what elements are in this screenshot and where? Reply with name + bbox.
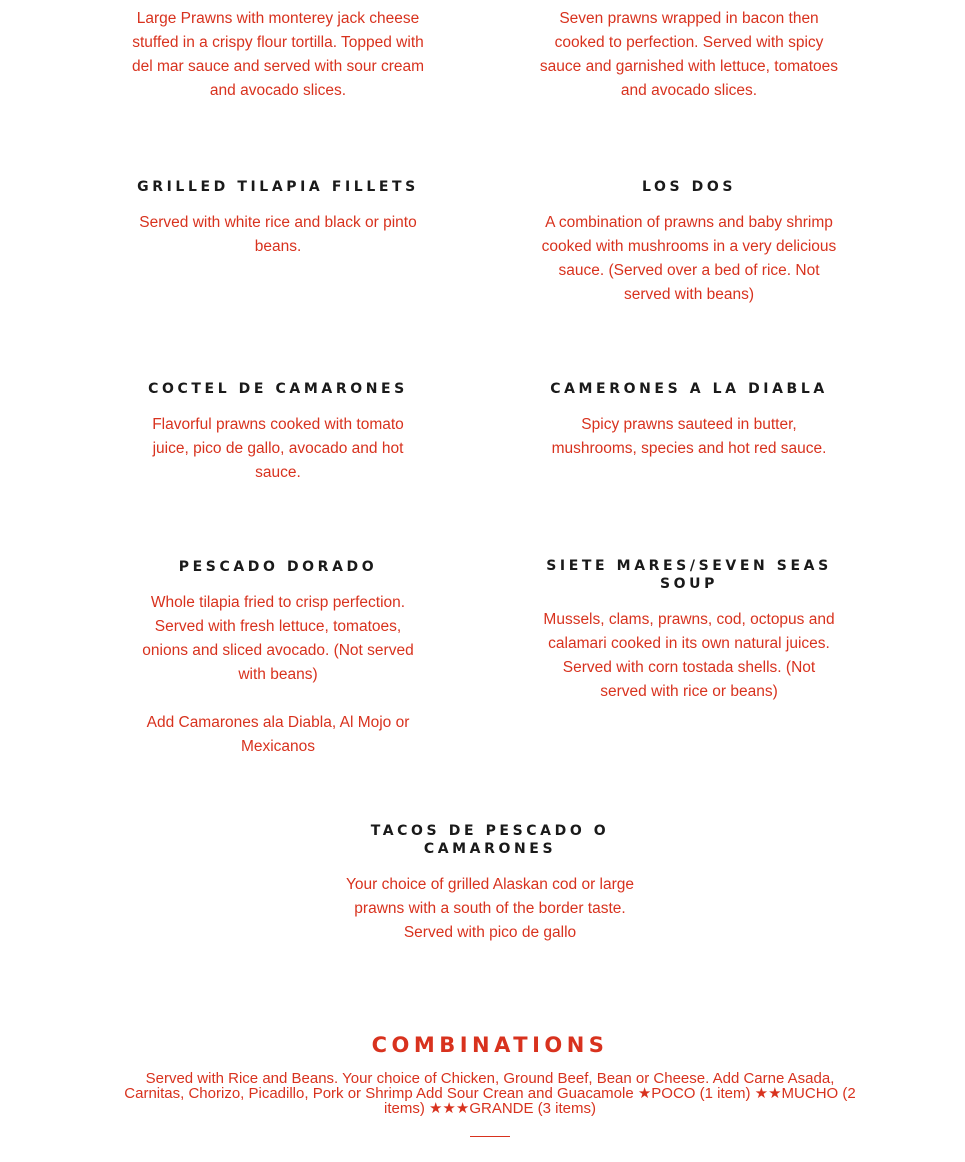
menu-item-description: Mussels, clams, prawns, cod, octopus and calamari cooked in its own natural juices. Served with corn tostada shells. (Not served with rice or beans) (543, 611, 835, 700)
menu-item-description: Whole tilapia fried to crisp perfection. Served with fresh lettuce, tomatoes, onions and sliced avocado. (Not served with beans) (142, 594, 414, 683)
menu-item-title: PESCADO DORADO (178, 559, 378, 575)
menu-item-addon: Add Camarones ala Diabla, Al Mojo or Mexicanos (146, 714, 410, 755)
menu-item-siete-mares (539, 557, 839, 704)
menu-item-description: Seven prawns wrapped in bacon then cooked to perfection. Served with spicy sauce and garnished with lettuce, tomatoes and avocado slices. (539, 10, 839, 99)
menu-item-title: COCTEL DE CAMARONES (148, 381, 408, 397)
menu-item-grilled-tilapia (128, 178, 428, 259)
menu-item-coctel-de-camarones (138, 380, 418, 485)
menu-item-title: GRILLED TILAPIA FILLETS (137, 179, 419, 195)
menu-item-description: Flavorful prawns cooked with tomato juice, pico de gallo, avocado and hot sauce. (152, 416, 404, 481)
menu-item-bacon-prawns (539, 7, 839, 103)
menu-item-pescado-dorado (136, 558, 420, 759)
menu-item-description: A combination of prawns and baby shrimp cooked with mushrooms in a very delicious sauce. (Served over a bed of rice. Not served with beans) (541, 214, 837, 303)
section-divider (470, 1136, 510, 1137)
menu-item-description: Large Prawns with monterey jack cheese stuffed in a crispy flour tortilla. Topped with del mar sauce and served with sour cream and avocado slices. (131, 10, 425, 99)
combinations-title: COMBINATIONS (371, 1033, 609, 1057)
menu-item-prawn-burrito (128, 7, 428, 103)
menu-item-title: TACOS DE PESCADO O CAMARONES (370, 823, 610, 857)
menu-item-description: Spicy prawns sauteed in butter, mushrooms, species and hot red sauce. (551, 416, 827, 457)
menu-item-los-dos (534, 178, 844, 307)
menu-item-description: Your choice of grilled Alaskan cod or large prawns with a south of the border taste. Served with pico de gallo (345, 876, 635, 941)
menu-item-title: CAMERONES A LA DIABLA (550, 381, 828, 397)
menu-item-description: Served with white rice and black or pinto beans. (139, 214, 417, 255)
menu-item-title: SIETE MARES/SEVEN SEAS SOUP (546, 558, 832, 592)
menu-item-camerones-a-la-diabla (539, 380, 839, 461)
combinations-description: Served with Rice and Beans. Your choice of Chicken, Ground Beef, Bean or Cheese. Add Carne Asada, Carnitas, Chorizo, Picadillo, Pork or Shrimp Add Sour Crean and Guacamole ★POCO (1 item) ★★MUCHO (2 items) ★★★GRANDE (3 items) (124, 1070, 856, 1117)
menu-item-tacos-de-pescado (330, 822, 650, 945)
menu-item-title: LOS DOS (641, 179, 737, 195)
